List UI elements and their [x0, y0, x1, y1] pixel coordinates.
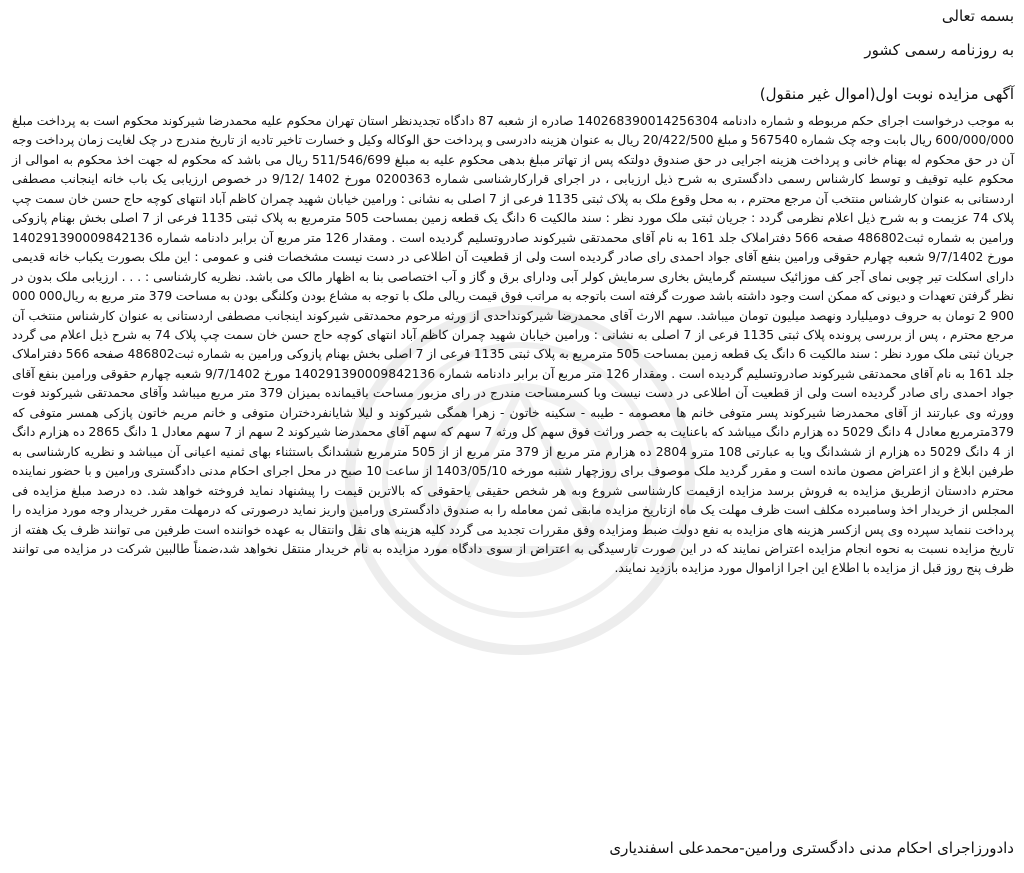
notice-title: آگهی مزایده نوبت اول(اموال غیر منقول) [759, 85, 1014, 103]
newspaper-line: به روزنامه رسمی کشور [864, 41, 1014, 59]
basmala-heading: بسمه تعالی [941, 7, 1014, 25]
notice-body: به موجب درخواست اجرای حکم مربوطه و شماره دادنامه 140268390014256304 صادره از شعبه 87 دادگاه تجدیدنظر استان تهران محکوم علیه محمدرضا شیرکوند محکوم است به پرداخت مبلغ 600/000/000 ریال بابت وجه چک شماره 567540 و مبلغ 20/422/500 ریال به عنوان هزینه دادرسی و پرداخت حق الوکاله وکیل و خسارت تاخیر تادیه از تاریخ مندرج در چک لغایت زمان پرداخت وجه آن در حق محکوم له بهنام خانی و پرداخت هزینه اجرایی در حق صندوق دولتکه پس از تهاتر مبلغ بدهی محکوم علیه به مبلغ 511/546/699 ریال می باشد که محکوم له جهت اخذ محکوم به اموالی از محکوم علیه توقیف و توسط کارشناس رسمی دادگستری به شرح ذیل ارزیابی ، در اجرای قرارکارشناسی شماره 0200363 مورخ 1402 /9/12 در خصوص ارزیابی یک باب خانه اینجانب مصطفی اردستانی به عنوان کارشناس منتخب آن مرجع محترم ، به محل وقوع ملک به پلاک ثبتی 1135 فرعی از 7 اصلی به نشانی : ورامین خیابان شهید چمران کاظم آباد انتهای کوچه حاج حسن خان سمت چپ پلاک 74 عزیمت و به شرح ذیل اعلام نظرمی گردد : جریان ثبتی ملک مورد نظر : سند مالکیت 6 دانگ یک قطعه زمین بمساحت 505 مترمربع به پلاک ثبتی 1135 فرعی از 7 اصلی بخش بهنام پازوکی ورامین به شماره ثبت486802 صفحه 566 دفتراملاک جلد 161 به نام آقای محمدتقی شیرکوند صادروتسلیم گردیده است . ومقدار 126 متر مربع آن برابر دادنامه شماره 140291390009842136 مورخ 9/7/1402 شعبه چهارم حقوقی ورامین بنفع آقای جواد احمدی رای صادر گردیده است ولی از قطعیت آن اطلاعی در دست نیست مشخصات فنی و عمومی : این ملک بصورت یکباب خانه قدیمی دارای اسکلت تیر چوبی نمای آجر کف موزائیک سیستم گرمایش بخاری سرمایش کولر آبی ودارای برق و گاز و آب اختصاصی بنا به اظهار مالک می باشد. نظریه کارشناسی : . . . ارزیابی ملک بدون در نظر گرفتن تعهدات و دیونی که ممکن است وجود داشته باشد صورت گرفته است باتوجه به مراتب فوق قیمت ریالی ملک با توجه به مشاع بودن وکلنگی بودن به مساحت 379 متر مربع به ریال000 000 900 2 تومان به حروف دومیلیارد ونهصد میلیون تومان میباشد. سهم الارث آقای محمدرضا شیرکونداحدی از ورثه مرحوم محمدتقی شیرکوند اینجانب مصطفی اردستانی به عنوان کارشناس منتخب آن مرجع محترم ، پس از بررسی پرونده پلاک ثبتی 1135 فرعی از 7 اصلی به نشانی : ورامین خیابان شهید چمران کاظم آباد انتهای کوچه حاج حسن خان سمت چپ پلاک 74 به شرح ذیل اعلام می گردد جریان ثبتی ملک مورد نظر : سند مالکیت 6 دانگ یک قطعه زمین بمساحت 505 مترمربع به پلاک ثبتی 1135 فرعی از 7 اصلی بخش بهنام پازوکی ورامین به شماره ثبت486802 صفحه 566 دفتراملاک جلد 161 به نام آقای محمدتقی شیرکوند صادروتسلیم گردیده است . ومقدار 126 متر مربع آن برابر دادنامه شماره 140291390009842136 مورخ 9/7/1402 شعبه چهارم حقوقی ورامین بنفع آقای جواد احمدی رای صادر گردیده است ولی از قطعیت آن اطلاعی در دست نیست وبا کسرمساحت مندرج در رای مزبور مساحت باقیمانده بمیزان 379 متر مربع میباشد وآقای محمدتقی شیرکوند فوت وورثه وی عبارتند از آقای محمدرضا شیرکوند پسر متوفی خانم ها معصومه - طیبه - سکینه خاتون - زهرا همگی شیرکوند و لیلا شایانفردختران متوفی و خانم مریم خاتون پازکی همسر متوفی که 379مترمربع معادل 4 دانگ 5029 ده هزارم دانگ میباشد که باعنایت به حصر وراثت فوق سهم کل ورثه 7 سهم که سهم آقای محمدرضا شیرکوند 2 سهم از 7 سهم معادل 1 دانگ 2865 ده هزارم دانگ از 4 دانگ 5029 ده هزارم از ششدانگ ویا به عبارتی 108 مترو 2804 ده هزارم متر مربع از 379 متر مربع از از 505 مترمربع ششدانگ باستثناء بهای ثمنیه اعیانی آن میباشد و نظریه کارشناسی به طرفین ابلاغ و از اعتراض مصون مانده است و مقرر گردید ملک موصوف برای روزچهار شنبه مورخه 1403/05/10 از ساعت 10 صبح در محل اجرای احکام مدنی دادگستری ورامین و با حضور نماینده محترم دادستان ازطریق مزایده به فروش برسد مزایده ازقیمت کارشناسی شروع وبه هر شخص حقیقی یاحقوقی که بالاترین قیمت را پیشنهاد نماید فروخته خواهد شد. ده درصد مبلغ مزایده فی المجلس از خریدار اخذ وسامبرده مکلف است ظرف مهلت یک ماه ازتاریخ مزایده مابقی ثمن معامله را به صندوق دادگستری ورامین واریز نماید درصورتی که درمهلت مقرر خریدار وجه مورد مزایده را پرداخت ننماید سپرده وی پس ازکسر هزینه های مزایده به نفع دولت ضبط ومزایده وفق مقررات تجدید می گردد کلیه هزینه های نقل وانتقال به عهده خواننده است طرفین می توانند ظرف یک هفته از تاریخ مزایده نسبت به نحوه انجام مزایده اعتراض نمایند که در این صورت تارسیدگی به اعتراض از سوی دادگاه مورد مزایده به نام خریدار منتقل نخواهد شد،ضمناً طالبین شرکت در مزایده می توانند ظرف پنج روز قبل از مزایده با اطلاع این اجرا ازاموال مورد مزایده بازدید نمایند. [12, 114, 1015, 576]
signature-line: دادورزاجرای احکام مدنی دادگستری ورامین-محمدعلی اسفندیاری [609, 839, 1014, 857]
